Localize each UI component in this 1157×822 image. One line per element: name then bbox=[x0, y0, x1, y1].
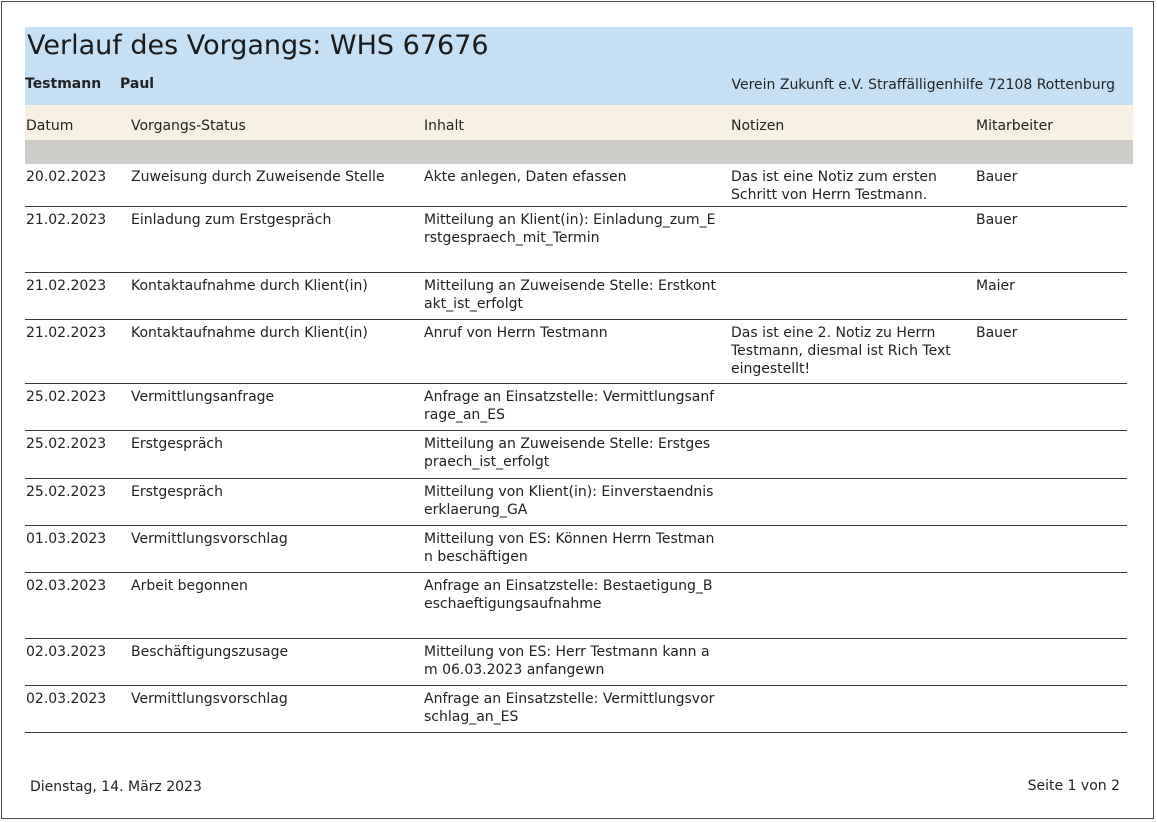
cell-inhalt: Anfrage an Einsatzstelle: Vermittlungsvorschlag_an_ES bbox=[424, 691, 715, 725]
cell-datum: 02.03.2023 bbox=[26, 644, 107, 660]
cell-datum: 21.02.2023 bbox=[26, 325, 107, 341]
cell-status: Erstgespräch bbox=[131, 436, 223, 452]
table-row bbox=[25, 573, 1127, 639]
cell-inhalt: Anfrage an Einsatzstelle: Vermittlungsanfrage_an_ES bbox=[424, 389, 715, 423]
table-row bbox=[25, 639, 1127, 686]
cell-inhalt: Mitteilung an Zuweisende Stelle: Erstgespraech_ist_erfolgt bbox=[424, 436, 711, 470]
table-row bbox=[25, 207, 1127, 273]
cell-mitarbeiter: Bauer bbox=[976, 212, 1018, 228]
group-band bbox=[25, 140, 1133, 164]
client-last-name: Testmann bbox=[25, 76, 102, 92]
cell-datum: 21.02.2023 bbox=[26, 212, 107, 228]
column-header-datum: Datum bbox=[26, 118, 74, 134]
cell-mitarbeiter: Bauer bbox=[976, 325, 1018, 341]
cell-status: Arbeit begonnen bbox=[131, 578, 248, 594]
cell-status: Vermittlungsvorschlag bbox=[131, 691, 288, 707]
cell-datum: 21.02.2023 bbox=[26, 278, 107, 294]
column-header-inhalt: Inhalt bbox=[424, 118, 464, 134]
history-table bbox=[25, 164, 1127, 733]
cell-status: Erstgespräch bbox=[131, 484, 223, 500]
cell-inhalt: Mitteilung von ES: Herr Testmann kann am 06.03.2023 anfangewn bbox=[424, 644, 710, 678]
report-header bbox=[25, 27, 1133, 105]
cell-datum: 02.03.2023 bbox=[26, 691, 107, 707]
table-row bbox=[25, 526, 1127, 573]
cell-datum: 20.02.2023 bbox=[26, 169, 107, 185]
report-title: Verlauf des Vorgangs: WHS 67676 bbox=[27, 30, 489, 61]
column-header-mitarbeiter: Mitarbeiter bbox=[976, 118, 1054, 134]
column-header-notizen: Notizen bbox=[731, 118, 785, 134]
cell-inhalt: Mitteilung an Klient(in): Einladung_zum_Erstgespraech_mit_Termin bbox=[424, 212, 716, 246]
cell-status: Kontaktaufnahme durch Klient(in) bbox=[131, 278, 368, 294]
cell-inhalt: Mitteilung von ES: Können Herrn Testmann beschäftigen bbox=[424, 531, 715, 565]
cell-notizen: Das ist eine 2. Notiz zu Herrn Testmann, diesmal ist Rich Text eingestellt! bbox=[731, 325, 951, 377]
cell-datum: 25.02.2023 bbox=[26, 484, 107, 500]
table-row bbox=[25, 273, 1127, 320]
cell-notizen: Das ist eine Notiz zum ersten Schritt von Herrn Testmann. bbox=[731, 169, 937, 203]
table-row bbox=[25, 164, 1127, 207]
cell-inhalt: Anfrage an Einsatzstelle: Bestaetigung_Beschaeftigungsaufnahme bbox=[424, 578, 713, 612]
print-date: Dienstag, 14. März 2023 bbox=[30, 779, 202, 795]
organization-name: Verein Zukunft e.V. Straffälligenhilfe 72108 Rottenburg bbox=[731, 77, 1115, 93]
column-header-status: Vorgangs-Status bbox=[131, 118, 246, 134]
table-row bbox=[25, 431, 1127, 479]
table-row bbox=[25, 320, 1127, 384]
table-row bbox=[25, 686, 1127, 733]
cell-status: Einladung zum Erstgespräch bbox=[131, 212, 332, 228]
cell-status: Vermittlungsanfrage bbox=[131, 389, 275, 405]
cell-datum: 01.03.2023 bbox=[26, 531, 107, 547]
table-row bbox=[25, 384, 1127, 431]
table-row bbox=[25, 479, 1127, 526]
cell-inhalt: Mitteilung von Klient(in): Einverstaendniserklaerung_GA bbox=[424, 484, 714, 518]
cell-status: Beschäftigungszusage bbox=[131, 644, 289, 660]
table-header bbox=[25, 105, 1133, 140]
cell-status: Kontaktaufnahme durch Klient(in) bbox=[131, 325, 368, 341]
cell-datum: 25.02.2023 bbox=[26, 436, 107, 452]
cell-status: Vermittlungsvorschlag bbox=[131, 531, 288, 547]
cell-datum: 25.02.2023 bbox=[26, 389, 107, 405]
cell-mitarbeiter: Bauer bbox=[976, 169, 1018, 185]
cell-inhalt: Akte anlegen, Daten efassen bbox=[424, 169, 627, 185]
cell-status: Zuweisung durch Zuweisende Stelle bbox=[131, 169, 385, 185]
cell-mitarbeiter: Maier bbox=[976, 278, 1015, 294]
cell-datum: 02.03.2023 bbox=[26, 578, 107, 594]
cell-inhalt: Anruf von Herrn Testmann bbox=[424, 325, 608, 341]
client-first-name: Paul bbox=[120, 76, 155, 92]
cell-inhalt: Mitteilung an Zuweisende Stelle: Erstkontakt_ist_erfolgt bbox=[424, 278, 716, 312]
page-number: Seite 1 von 2 bbox=[1027, 778, 1120, 794]
